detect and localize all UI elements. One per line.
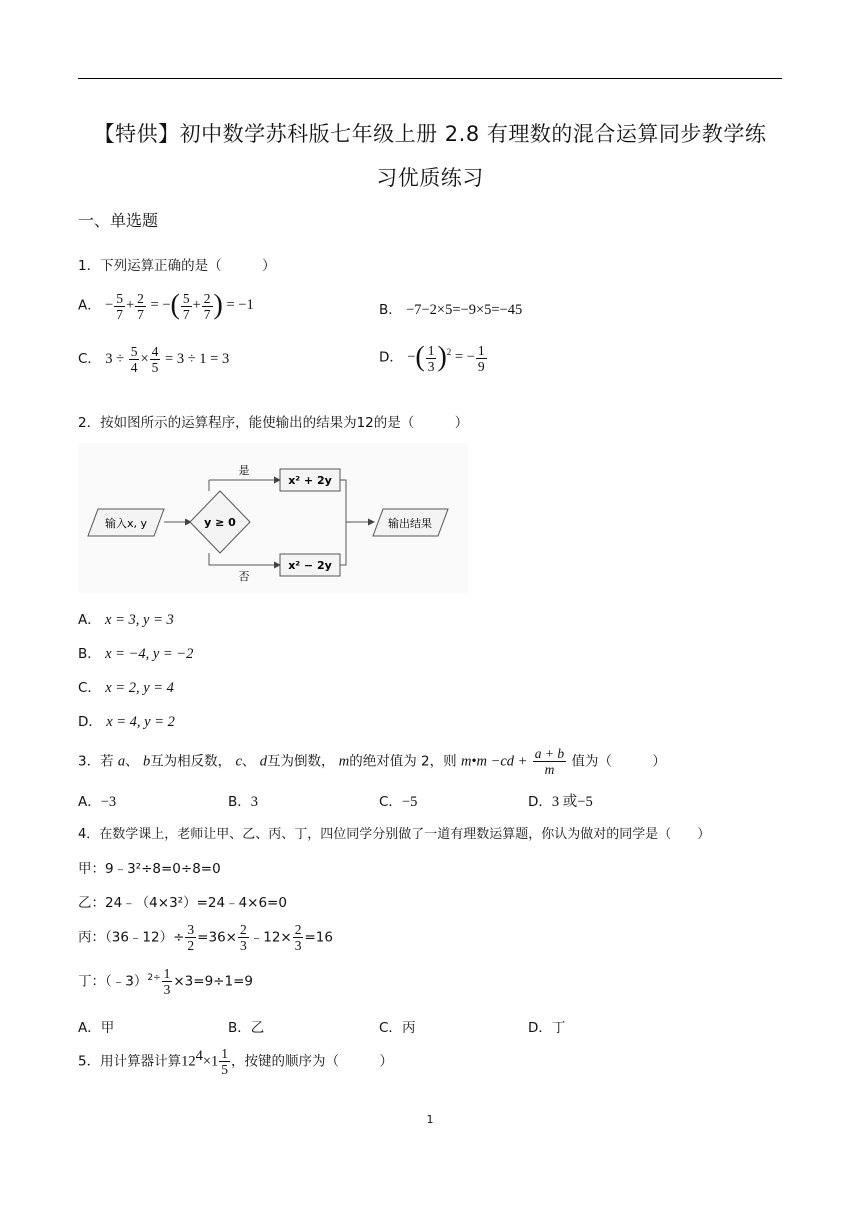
q5-mult: ×1: [202, 1053, 219, 1070]
q3-expr: m•m −cd +: [460, 753, 528, 770]
q4-ding-text-1: 丁：（﹣3）: [78, 973, 148, 990]
q2-a-label: A．: [78, 612, 101, 628]
q3-a-value: −3: [100, 794, 117, 810]
q2-option-a[interactable]: [78, 608, 174, 629]
title-line-2: 习优质练习: [376, 166, 484, 190]
q3-text-1: 3．若: [78, 753, 114, 770]
q3-text-5: 值为（ ）: [571, 753, 666, 770]
q1-d-label: D．: [379, 349, 403, 366]
q4-ding-text-3: ×3=9÷1=9: [173, 973, 253, 990]
q3-frac-den: m: [544, 762, 555, 777]
q2-option-b[interactable]: [78, 642, 193, 663]
q4-a-value: 甲: [100, 1020, 115, 1036]
q3-var-d: d: [259, 753, 267, 770]
section-heading: 一、单选题: [78, 211, 159, 230]
flow-condition-label: y ≥ 0: [204, 516, 236, 529]
q1-option-d[interactable]: [379, 342, 488, 374]
q3-frac-num: a + b: [534, 746, 565, 761]
q3-option-d[interactable]: [528, 790, 593, 811]
q1-option-c[interactable]: [78, 344, 229, 375]
q1-option-a[interactable]: [78, 290, 254, 322]
flow-input-box: [88, 509, 164, 536]
q3-text-4: 的绝对值为 2，则: [349, 753, 457, 770]
flow-input-label: 输入x, y: [104, 517, 148, 530]
flow-output-label: 输出结果: [388, 517, 432, 530]
q5-text-2: ，按键的顺序为（ ）: [231, 1053, 394, 1070]
flow-bottom-box: [280, 554, 340, 576]
q2-d-expr: x = 4, y = 2: [106, 714, 175, 730]
q3-option-b[interactable]: [228, 790, 258, 811]
q4-ding-text-2: 2÷: [147, 973, 161, 983]
q3-sep-2: 、: [241, 753, 256, 770]
q3-option-c[interactable]: [379, 790, 417, 811]
q3-var-b: b: [142, 753, 151, 770]
q4-jia: 甲：9﹣3²÷8=0÷8=0: [78, 861, 221, 877]
q4-option-b[interactable]: [228, 1016, 264, 1036]
flow-yes-label: 是: [238, 464, 250, 477]
q1-a-label: A．: [78, 297, 101, 314]
q4-bing: 丙：（36﹣12）÷ $\frac{3}{2}$ =36× $\frac{2}{3}$ ﹣12× $\frac{2}{3}$ =16: [78, 922, 333, 953]
q1-d-expr: −( $\frac{1}{3}$ )$^2$ = − $\frac{1}{9}$: [407, 342, 485, 374]
q3-var-c: c: [235, 753, 242, 770]
q3-option-a[interactable]: [78, 790, 116, 811]
q1-b-expr: −7−2×5=−9×5=−45: [406, 302, 523, 318]
page-title: [78, 112, 782, 200]
q4-a-label: A．: [78, 1020, 101, 1036]
q3-text-3: 互为倒数，: [266, 753, 335, 770]
q4-d-value: 丁: [551, 1020, 566, 1036]
q3-stem: [78, 746, 666, 777]
q2-a-expr: x = 3, y = 3: [105, 612, 174, 628]
page-number: 1: [426, 1113, 434, 1126]
q3-b-value: 3: [250, 794, 259, 810]
q4-option-a[interactable]: [78, 1016, 114, 1036]
q4-bing-text-3: ﹣12×: [249, 929, 292, 946]
q5-text-1: 5．用计算器计算: [78, 1053, 182, 1070]
q3-c-value: −5: [401, 794, 418, 810]
q3-d-value: 3 或−5: [551, 794, 593, 810]
flow-output-box: [373, 509, 448, 536]
q3-c-label: C．: [379, 794, 402, 810]
q2-d-label: D．: [78, 714, 102, 730]
q2-option-d[interactable]: [78, 710, 175, 731]
q4-option-c[interactable]: [379, 1016, 415, 1036]
q1-option-b[interactable]: [379, 298, 522, 319]
q3-var-m: m: [338, 753, 350, 770]
q3-var-a: a: [117, 753, 126, 770]
flow-top-box-label: x² + 2y: [288, 474, 332, 487]
q3-b-label: B．: [228, 794, 251, 810]
q1-c-expr: 3 ÷ $\frac{5}{4}$ × $\frac{4}{5}$ = 3 ÷ 1 = 3: [105, 344, 230, 375]
q3-d-label: D．: [528, 794, 552, 810]
q4-b-label: B．: [228, 1020, 251, 1036]
q4-d-label: D．: [528, 1020, 552, 1036]
q3-text-2: 互为相反数，: [150, 753, 232, 770]
flow-no-label: 否: [238, 570, 250, 583]
q4-ding: 丁：（﹣3）$^{2\div}$ $\frac{1}{3}$ ×3=9÷1=9: [78, 966, 253, 997]
q2-c-label: C．: [78, 680, 101, 696]
q3-a-label: A．: [78, 794, 101, 810]
q4-stem: 4．在数学课上，老师让甲、乙、丙、丁，四位同学分别做了一道有理数运算题，你认为做对的同学是（ ）: [78, 827, 711, 842]
q5-exponent: 4: [195, 1048, 203, 1064]
q4-c-label: C．: [379, 1020, 402, 1036]
header-rule: [78, 78, 782, 79]
q2-b-label: B．: [78, 646, 101, 662]
q4-bing-text-2: =36×: [197, 929, 237, 946]
q3-sep-1: 、: [125, 753, 139, 770]
q2-option-c[interactable]: [78, 676, 174, 697]
q2-b-expr: x = −4, y = −2: [105, 646, 194, 662]
flowchart: [78, 443, 468, 593]
q2-stem: 2．按如图所示的运算程序，能使输出的结果为12的是（ ）: [78, 415, 469, 431]
q5-base: 12: [181, 1053, 196, 1070]
q3-fraction: [533, 746, 566, 777]
q1-a-expr: − $\frac{5}{7}$ + $\frac{2}{7}$ = −( $\frac{5}{7}$ + $\frac{2}{7}$ ) = −1: [105, 290, 254, 322]
q4-bing-text-1: 丙：（36﹣12）÷: [78, 929, 185, 946]
q4-option-d[interactable]: [528, 1016, 565, 1036]
q5-stem: 5．用计算器计算$12^4\times 1$ $\frac{1}{5}$ ，按键的顺序为（ ）: [78, 1046, 394, 1077]
q2-c-expr: x = 2, y = 4: [105, 680, 174, 696]
q1-stem: 1．下列运算正确的是（ ）: [78, 258, 276, 274]
q4-b-value: 乙: [250, 1020, 265, 1036]
q4-bing-text-4: =16: [304, 929, 333, 946]
flow-top-box: [280, 469, 340, 491]
title-line-1: 【特供】初中数学苏科版七年级上册 2.8 有理数的混合运算同步教学练: [93, 122, 767, 146]
q4-yi: 乙：24﹣（4×3²）=24﹣4×6=0: [78, 895, 287, 911]
flow-bottom-box-label: x² − 2y: [288, 559, 332, 572]
q4-c-value: 丙: [401, 1020, 416, 1036]
q1-c-label: C．: [78, 350, 101, 367]
q1-b-label: B．: [379, 302, 402, 318]
